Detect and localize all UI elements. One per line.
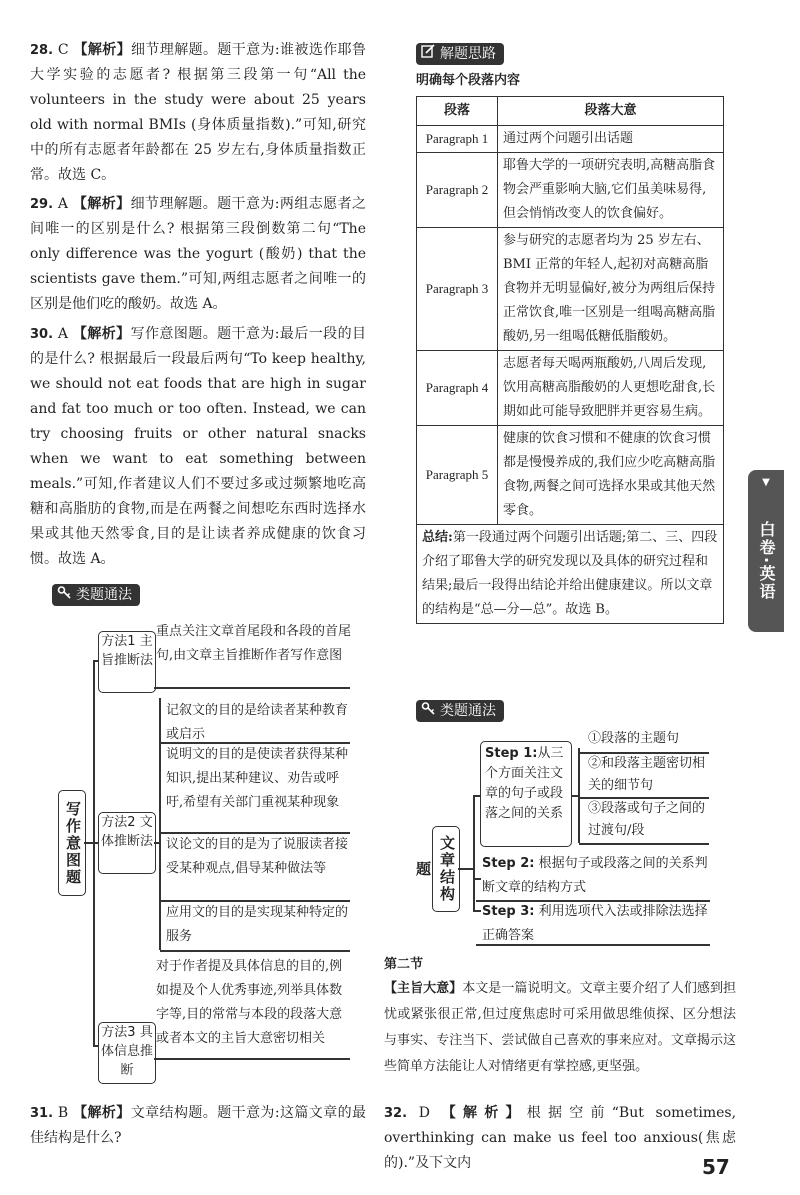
arrow-down-icon: ▼: [762, 477, 770, 488]
main-idea-text: 本文是一篇说明文。文章主要介绍了人们感到担忧或紧张很正常,但过度焦虑时可采用做思维侦探、区分想法与事实、专注当下、尝试做自己喜欢的事来应对。文章揭示这些简单方法能让人对情绪更有掌控感,更坚强。: [384, 981, 736, 1074]
connector: [154, 842, 160, 844]
connector: [476, 944, 710, 946]
paragraph-cell: Paragraph 3: [417, 228, 498, 351]
method-2-item: 记叙文的目的是给读者某种教育或启示: [166, 703, 349, 742]
paragraph-cell: Paragraph 4: [417, 351, 498, 426]
summary-cell: 耶鲁大学的一项研究表明,高糖高脂食物会严重影响大脑,它们虽美味易得,但会悄悄改变人的饮食偏好。: [498, 153, 724, 228]
section-title: 第二节: [384, 957, 424, 972]
key-icon: [56, 584, 72, 606]
connector: [154, 687, 350, 689]
step-1-sub: ②和段落主题密切相关的细节句: [588, 756, 706, 793]
connector: [458, 868, 474, 870]
table-row: [417, 126, 724, 153]
analysis-text: 文章结构题。题干意为:这篇文章的最佳结构是什么?: [30, 1105, 367, 1146]
paragraph-cell: Paragraph 1: [417, 126, 498, 153]
analysis-tag: 【解析】: [73, 1105, 131, 1121]
answer-letter: B: [57, 1105, 69, 1121]
analysis-tag: 【解析】: [441, 1105, 527, 1121]
badge-label: 类题通法: [440, 703, 496, 719]
summary-cell: 参与研究的志愿者均为 25 岁左右、BMI 正常的年轻人,起初对高糖高脂食物并无明显偏好,被分为两组后保持正常饮食,唯一区别是一组喝高糖高脂酸奶,另一组喝低糖低脂酸奶。: [498, 228, 724, 351]
connector: [160, 950, 350, 952]
badge-label: 解题思路: [440, 46, 496, 62]
key-icon: [420, 700, 436, 722]
side-tab-label: 白卷·英语: [757, 520, 776, 602]
method-3-text: 对于作者提及具体信息的目的,例如提及个人优秀事迹,列举具体数字等,目的常常与本段的段落大意或者本文的主旨大意密切相关: [156, 959, 343, 1046]
analysis-tag: 【解析】: [72, 326, 131, 342]
step-3: [482, 900, 714, 948]
analysis-tag: 【解析】: [73, 42, 132, 58]
question-number: 30.: [30, 327, 54, 342]
answer-letter: A: [57, 326, 69, 342]
method-2-box: 方法2 文体推断法: [98, 812, 156, 874]
connector: [579, 843, 709, 845]
summary-cell: 志愿者每天喝两瓶酸奶,八周后发现,饮用高糖高脂酸奶的人更想吃甜食,长期如此可能导致肥胖并更容易生病。: [498, 351, 724, 426]
summary-cell: 健康的饮食习惯和不健康的饮食习惯都是慢慢养成的,我们应少吃高糖高脂食物,两餐之间可选择水果或其他天然零食。: [498, 426, 724, 525]
paragraph-cell: Paragraph 5: [417, 426, 498, 525]
table-row: [417, 351, 724, 426]
question-number: 29.: [30, 197, 54, 212]
main-idea-tag: 【主旨大意】: [384, 981, 463, 996]
side-tab: [748, 470, 784, 632]
connector: [572, 795, 579, 797]
step-1-sub: ③段落或句子之间的过渡句/段: [588, 801, 706, 838]
step-1-box: [480, 741, 572, 847]
connector: [154, 1058, 350, 1060]
table-row: [417, 228, 724, 351]
connector: [473, 795, 475, 910]
answer-letter: A: [57, 196, 69, 212]
analysis-text: 写作意图题。题干意为:最后一段的目的是什么? 根据最后一段最后两句“To keep healthy, we should not eat foods that are high in sugar and fat too much or too often. Instead, we can try choosing fruits or other natural snacks when we want to eat something between meals.”可知,作者建议人们不要过多或过频繁地吃高糖和高脂肪的食物,而是在两餐之间想吃东西时选择水果或其他天然零食,目的是让读者养成健康的饮食习惯。故选 A。: [30, 326, 367, 567]
step-1-sub: ①段落的主题句: [588, 731, 680, 746]
summary-label: 总结:: [422, 530, 453, 545]
method-2-item: 应用文的目的是实现某种特定的服务: [166, 905, 349, 944]
main-idea-paragraph: [384, 976, 736, 1080]
connector: [473, 910, 481, 912]
step-2: [482, 852, 714, 900]
header-cell: 段落: [417, 97, 498, 126]
connector: [93, 660, 95, 1045]
question-32: [384, 1101, 736, 1176]
question-29: [30, 192, 366, 317]
edit-icon: [420, 43, 436, 65]
table-row: [417, 426, 724, 525]
step-text: 利用选项代入法或排除法选择正确答案: [482, 904, 708, 943]
step-label: Step 1:: [485, 746, 538, 761]
answer-letter: D: [418, 1105, 430, 1121]
paragraph-table: [416, 96, 724, 624]
step-text: 根据句子或段落之间的关系判断文章的结构方式: [482, 856, 708, 895]
header-cell: 段落大意: [498, 97, 724, 126]
answer-letter: C: [57, 42, 69, 58]
paragraph-cell: Paragraph 2: [417, 153, 498, 228]
method-3-box: 方法3 具体信息推断: [98, 1022, 156, 1084]
mindmap-root: 文章结构题: [432, 826, 460, 912]
method-2-item: 说明文的目的是使读者获得某种知识,提出某种建议、劝告或呼吁,希望有关部门重视某种现象: [166, 747, 349, 810]
question-31: [30, 1101, 366, 1151]
step-label: Step 3:: [482, 904, 535, 919]
method-tips-badge: [52, 584, 140, 606]
page-number: 57: [702, 1155, 730, 1179]
table-subtitle: 明确每个段落内容: [416, 73, 521, 88]
question-30: [30, 322, 366, 572]
step-label: Step 2:: [482, 856, 535, 871]
summary-text: 第一段通过两个问题引出话题;第二、三、四段介绍了耶鲁大学的研究发现以及具体的研究过程和结果;最后一段得出结论并给出健康建议。所以文章的结构是“总—分—总”。故选 B。: [422, 530, 718, 617]
analysis-text: 根据空前“But sometimes, overthinking can make us feel too anxious(焦虑的).”及下文内: [384, 1105, 737, 1171]
analysis-text: 细节理解题。题干意为:两组志愿者之间唯一的区别是什么? 根据第三段倒数第二句“The only difference was the yogurt (酸奶) that the scientists gave them.”可知,两组志愿者之间唯一的区别是他们吃的酸奶。故选 A。: [30, 196, 367, 312]
method-1-text: 重点关注文章首尾段和各段的首尾句,由文章主旨推断作者写作意图: [156, 624, 352, 663]
summary-cell: 通过两个问题引出话题: [498, 126, 724, 153]
table-header-row: [417, 97, 724, 126]
table-row: [417, 153, 724, 228]
analysis-tag: 【解析】: [72, 196, 131, 212]
question-number: 28.: [30, 43, 54, 58]
step-text: 从三个方面关注文章的句子或段落之间的关系: [485, 746, 564, 821]
table-summary-row: [417, 525, 724, 624]
question-number: 31.: [30, 1106, 54, 1121]
mindmap-root: 写作意图题: [58, 790, 86, 896]
method-1-box: 方法1 主旨推断法: [98, 631, 156, 693]
connector: [159, 698, 161, 950]
analysis-text: 细节理解题。题干意为:谁被选作耶鲁大学实验的志愿者? 根据第三段第一句“All the volunteers in the study were about 25 years old with normal BMIs (身体质量指数).”可知,研究中的所有志愿者年龄都在 25 岁左右,身体质量指数正常。故选 C。: [30, 42, 367, 183]
question-number: 32.: [384, 1106, 408, 1121]
method-2-item: 议论文的目的是为了说服读者接受某种观点,倡导某种做法等: [166, 837, 349, 876]
thinking-badge: [416, 43, 504, 65]
connector: [473, 878, 481, 880]
question-28: [30, 38, 366, 188]
method-tips-badge: [416, 700, 504, 722]
badge-label: 类题通法: [76, 587, 132, 603]
